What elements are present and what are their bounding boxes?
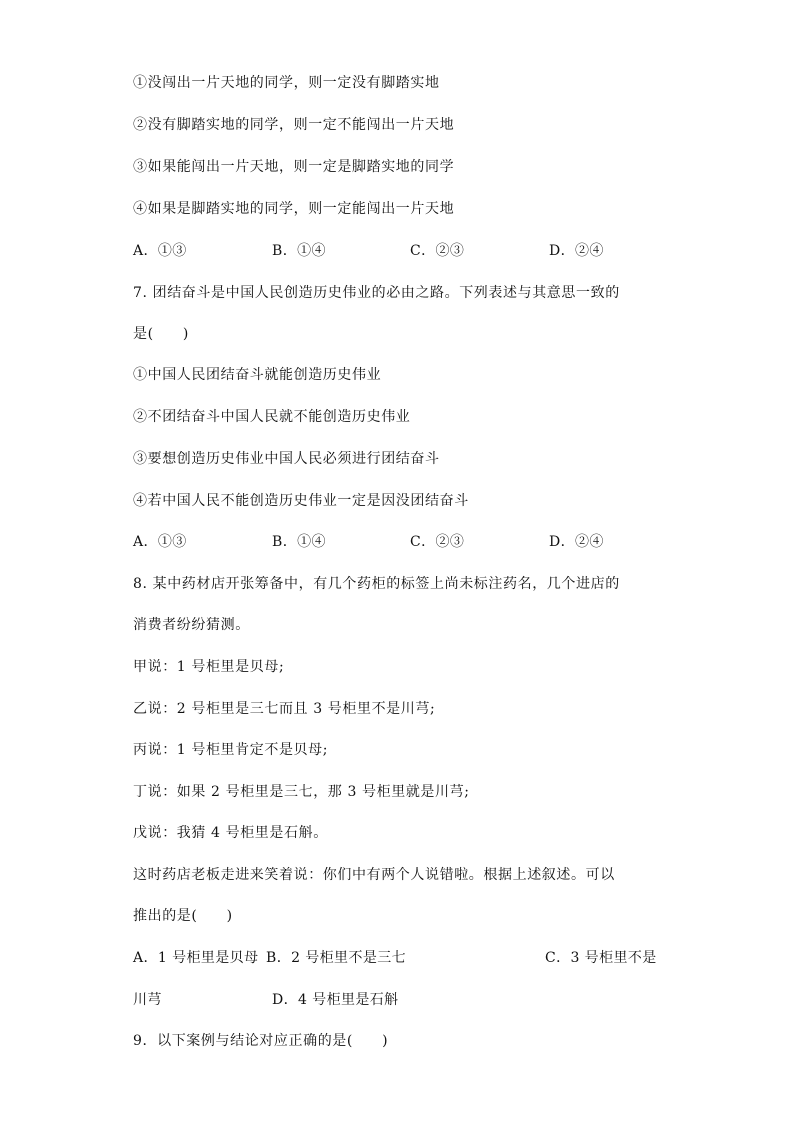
q6-option-d[interactable]: D．②④ xyxy=(549,243,604,259)
q7-stem-line1: 7. 团结奋斗是中国人民创造历史伟业的必由之路。下列表述与其意思一致的 xyxy=(133,285,620,301)
q7-statement-2: ②不团结奋斗中国人民就不能创造历史伟业 xyxy=(133,409,411,425)
q7-statement-3: ③要想创造历史伟业中国人民必须进行团结奋斗 xyxy=(133,451,440,467)
q7-option-d[interactable]: D．②④ xyxy=(549,534,604,550)
q6-statement-3: ③如果能闯出一片天地，则一定是脚踏实地的同学 xyxy=(133,159,455,175)
q7-option-a[interactable]: A．①③ xyxy=(133,534,187,550)
q8-option-d[interactable]: D．4 号柜里是石斛 xyxy=(272,992,399,1008)
q8-option-c-continued[interactable]: 川芎 xyxy=(133,992,162,1008)
q7-stem-line2: 是( ) xyxy=(133,326,189,342)
q8-claim-yi: 乙说：2 号柜里是三七而且 3 号柜里不是川芎; xyxy=(133,701,436,717)
q8-stem-line1: 8. 某中药材店开张筹备中，有几个药柜的标签上尚未标注药名，几个进店的 xyxy=(133,576,620,592)
q7-option-c[interactable]: C．②③ xyxy=(410,534,465,550)
q8-conclusion-line2: 推出的是( ) xyxy=(133,908,233,924)
q6-statement-1: ①没闯出一片天地的同学，则一定没有脚踏实地 xyxy=(133,75,440,91)
q8-claim-wu: 戊说：我猜 4 号柜里是石斛。 xyxy=(133,825,328,841)
q8-claim-ding: 丁说：如果 2 号柜里是三七，那 3 号柜里就是川芎; xyxy=(133,784,470,800)
q6-option-a[interactable]: A．①③ xyxy=(133,243,187,259)
q7-option-b[interactable]: B．①④ xyxy=(272,534,326,550)
q6-statement-2: ②没有脚踏实地的同学，则一定不能闯出一片天地 xyxy=(133,117,455,133)
q8-claim-jia: 甲说：1 号柜里是贝母; xyxy=(133,659,285,675)
q8-conclusion-line1: 这时药店老板走进来笑着说：你们中有两个人说错啦。根据上述叙述。可以 xyxy=(133,867,615,883)
q8-option-c[interactable]: C．3 号柜里不是 xyxy=(545,950,657,966)
q6-option-c[interactable]: C．②③ xyxy=(410,243,465,259)
q6-statement-4: ④如果是脚踏实地的同学，则一定能闯出一片天地 xyxy=(133,201,455,217)
q8-stem-line2: 消费者纷纷猜测。 xyxy=(133,617,250,633)
q9-stem: 9．以下案例与结论对应正确的是( ) xyxy=(133,1033,389,1049)
q7-statement-4: ④若中国人民不能创造历史伟业一定是因没团结奋斗 xyxy=(133,493,469,509)
q8-claim-bing: 丙说：1 号柜里肯定不是贝母; xyxy=(133,742,329,758)
q8-option-b[interactable]: B．2 号柜里不是三七 xyxy=(266,950,407,966)
q6-option-b[interactable]: B．①④ xyxy=(272,243,326,259)
q7-statement-1: ①中国人民团结奋斗就能创造历史伟业 xyxy=(133,367,382,383)
q8-option-a[interactable]: A．1 号柜里是贝母 xyxy=(133,950,259,966)
